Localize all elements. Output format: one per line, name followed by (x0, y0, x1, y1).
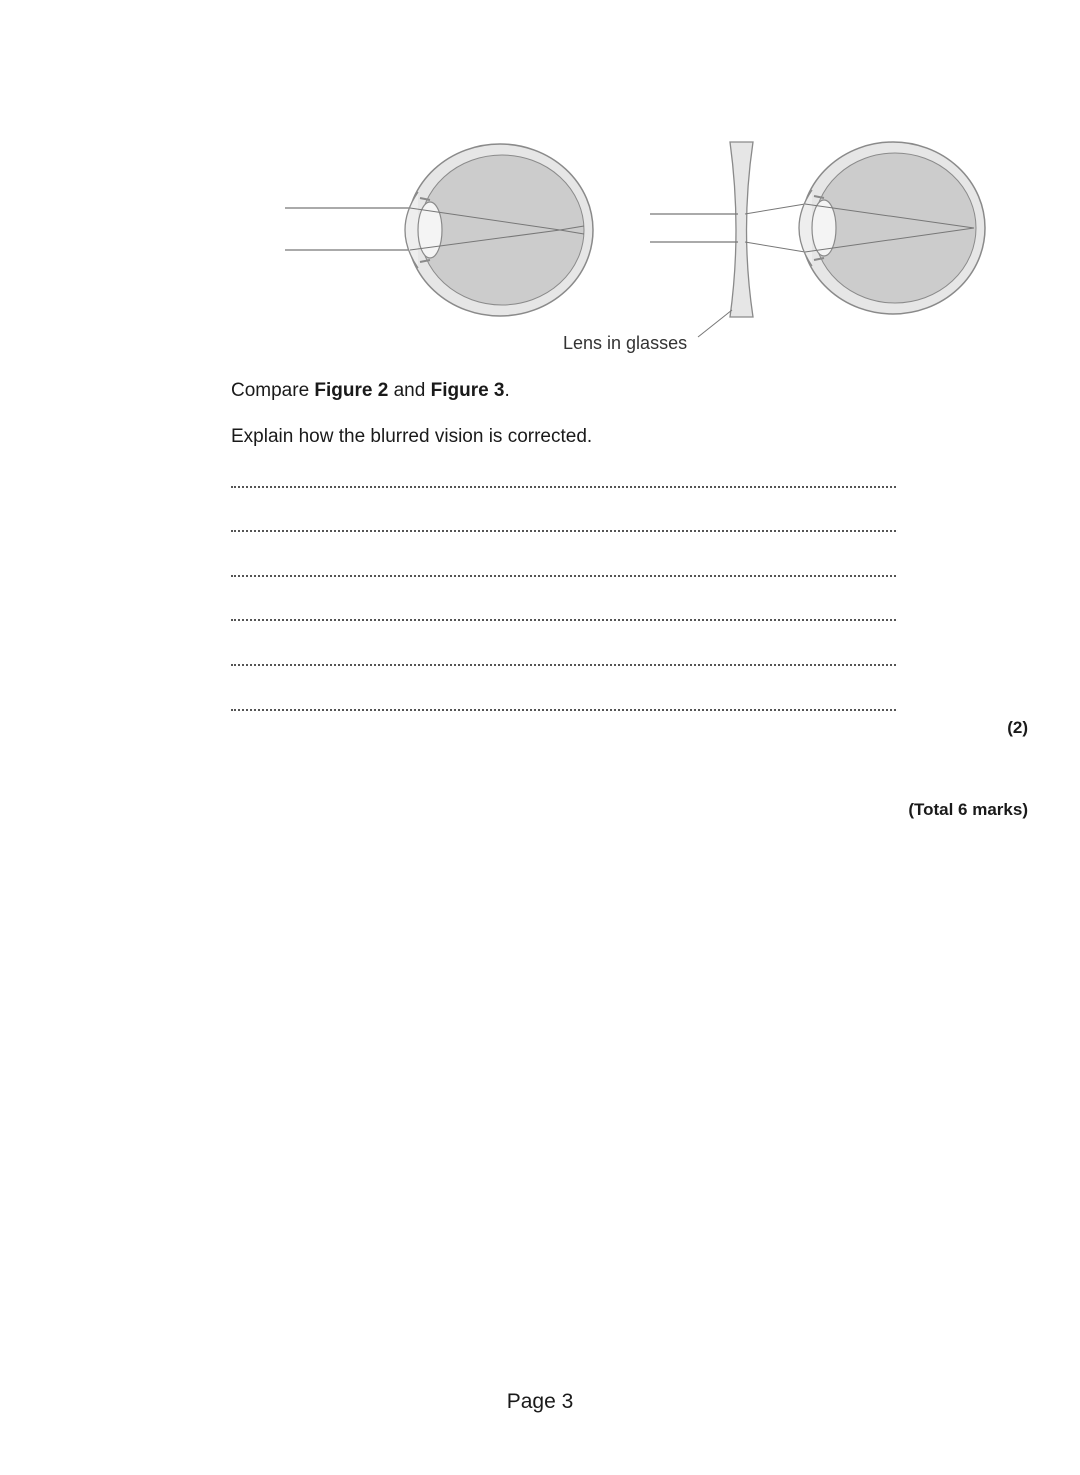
total-marks: (Total 6 marks) (908, 800, 1028, 819)
lens-in-glasses-label: Lens in glasses (563, 333, 688, 353)
left-cornea (405, 192, 418, 268)
right-eye-interior (814, 153, 976, 303)
figure-2-ref: Figure 2 (314, 380, 389, 401)
right-lens (812, 200, 836, 256)
explain-instruction: Explain how the blurred vision is corrected. (231, 426, 593, 447)
right-eye (745, 142, 985, 314)
page-number: Page 3 (506, 1390, 574, 1413)
answer-line-3[interactable] (231, 575, 896, 577)
left-eye (285, 144, 593, 316)
figure-3-ref: Figure 3 (430, 380, 505, 401)
lens-label-pointer (698, 310, 732, 337)
eye-diagram-figure (270, 130, 1000, 370)
part-marks: (2) (1007, 718, 1028, 737)
glasses-lens (650, 142, 753, 337)
right-diverged-ray-bottom (745, 242, 805, 252)
compare-period: . (504, 380, 510, 401)
answer-line-6[interactable] (231, 709, 896, 711)
answer-line-2[interactable] (231, 530, 896, 532)
answer-line-1[interactable] (231, 486, 896, 488)
concave-lens-shape (730, 142, 753, 317)
answer-line-5[interactable] (231, 664, 896, 666)
answer-line-4[interactable] (231, 619, 896, 621)
left-lens (418, 202, 442, 258)
compare-and: and (388, 380, 431, 401)
compare-prefix: Compare (231, 380, 315, 401)
compare-instruction (231, 380, 510, 402)
right-cornea (799, 190, 812, 266)
right-diverged-ray-top (745, 204, 805, 214)
